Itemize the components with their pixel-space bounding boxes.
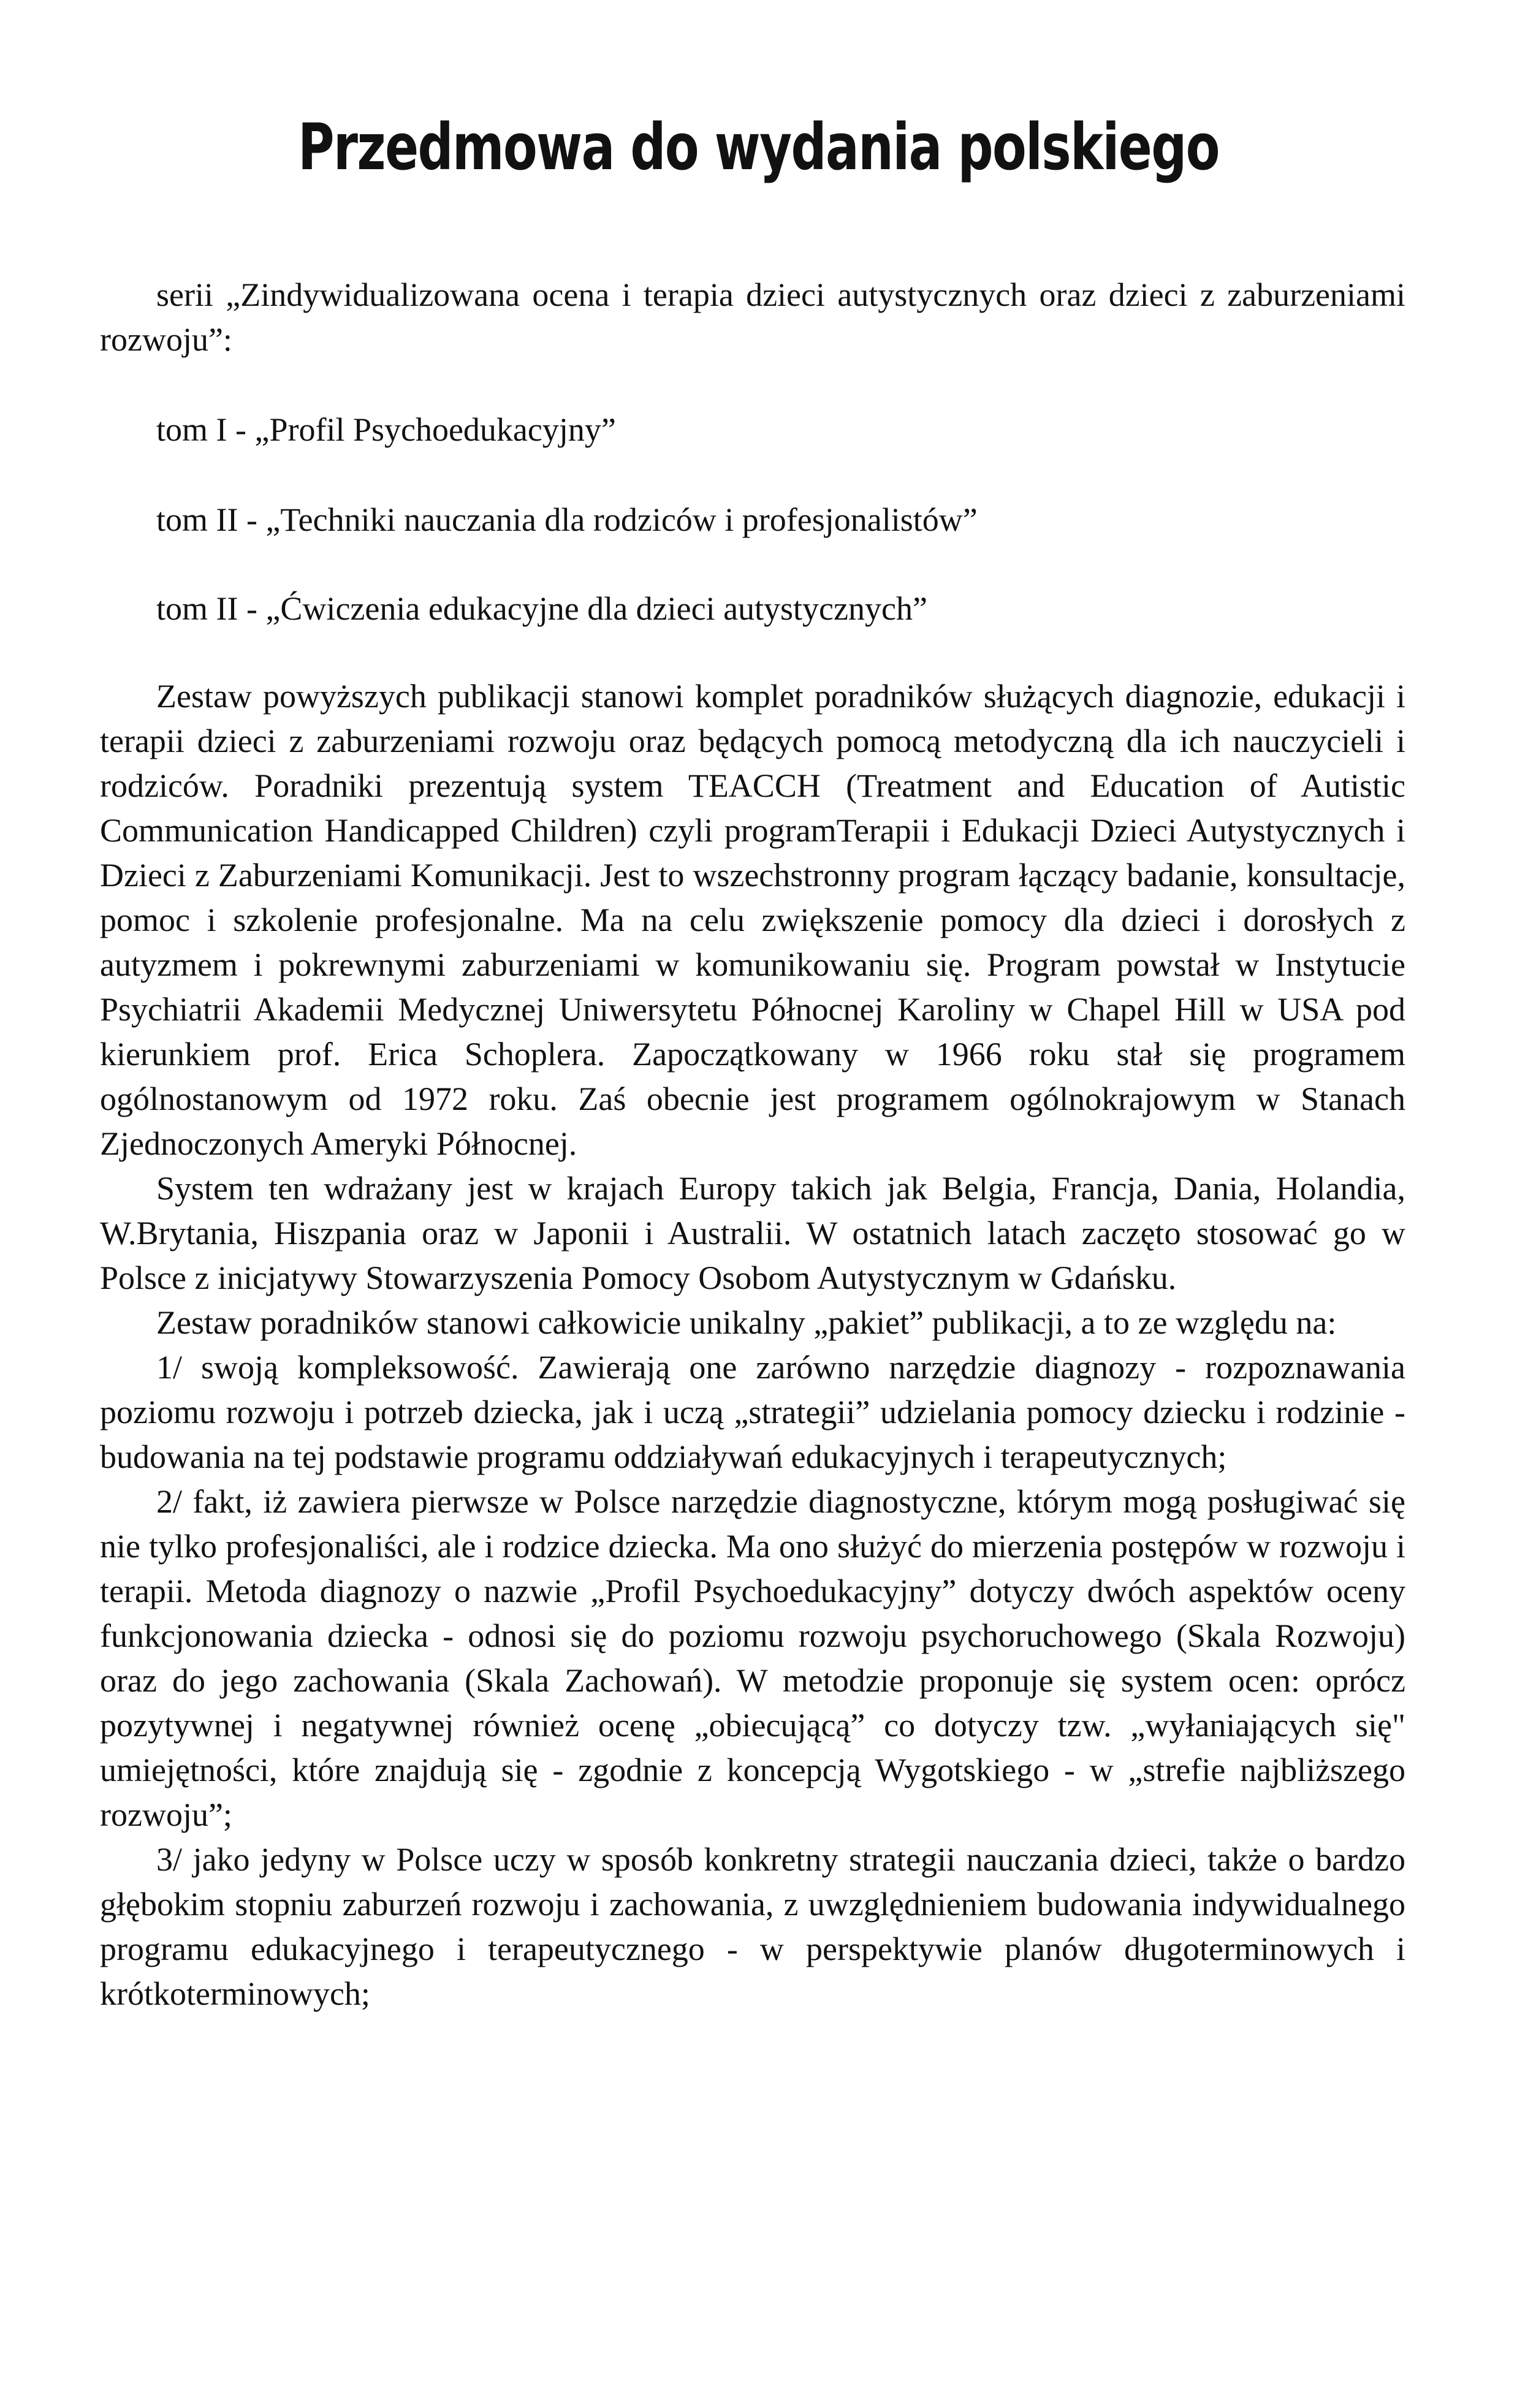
- paragraph: 3/ jako jedyny w Polsce uczy w sposób konkretny strategii nauczania dzieci, także o bardzo głębokim stopniu zaburzeń rozwoju i zachowania, z uwzględnieniem budowania indywidualnego programu edukacyjnego i terapeutycznego - w perspektywie planów długoterminowych i krótkoterminowych;: [100, 1841, 1405, 2012]
- paragraph: Zestaw poradników stanowi całkowicie unikalny „pakiet” publikacji, a to ze względu na:: [156, 1304, 1337, 1341]
- volume-item: tom II - „Techniki nauczania dla rodziców i profesjonalistów”: [156, 501, 978, 538]
- series-intro: [100, 273, 1405, 362]
- page-title: Przedmowa do wydania polskiego: [298, 110, 1219, 184]
- paragraph: Zestaw powyższych publikacji stanowi komplet poradników służących diagnozie, edukacji i terapii dzieci z zaburzeniami rozwoju oraz będących pomocą metodyczną dla ich nauczycieli i rodziców. Poradniki prezentują system TEACCH (Treatment and Education of Autistic Communication Handicapped Children) czyli programTerapii i Edukacji Dzieci Autystycznych i Dzieci z Zaburzeniami Komunikacji. Jest to wszechstronny program łączący badanie, konsultacje, pomoc i szkolenie profesjonalne. Ma na celu zwiększenie pomocy dla dzieci i dorosłych z autyzmem i pokrewnymi zaburzeniami w komunikowaniu się. Program powstał w Instytucie Psychiatrii Akademii Medycznej Uniwersytetu Północnej Karoliny w Chapel Hill w USA pod kierunkiem prof. Erica Schoplera. Zapoczątkowany w 1966 roku stał się programem ogólnostanowym od 1972 roku. Zaś obecnie jest programem ogólnokrajowym w Stanach Zjednoczonych Ameryki Północnej.: [100, 678, 1405, 1162]
- paragraph: System ten wdrażany jest w krajach Europy takich jak Belgia, Francja, Dania, Holandia, W.Brytania, Hiszpania oraz w Japonii i Australii. W ostatnich latach zaczęto stosować go w Polsce z inicjatywy Stowarzyszenia Pomocy Osobom Autystycznym w Gdańsku.: [100, 1170, 1405, 1296]
- series-intro-text: serii „Zindywidualizowana ocena i terapia dzieci autystycznych oraz dzieci z zaburzeniami rozwoju”:: [100, 276, 1405, 358]
- paragraph: 2/ fakt, iż zawiera pierwsze w Polsce narzędzie diagnostyczne, którym mogą posługiwać się nie tylko profesjonaliści, ale i rodzice dziecka. Ma ono służyć do mierzenia postępów w rozwoju i terapii. Metoda diagnozy o nazwie „Profil Psychoedukacyjny” dotyczy dwóch aspektów oceny funkcjonowania dziecka - odnosi się do poziomu rozwoju psychoruchowego (Skala Rozwoju) oraz do jego zachowania (Skala Zachowań). W metodzie proponuje się system ocen: oprócz pozytywnej i negatywnej również ocenę „obiecującą” co dotyczy tzw. „wyłaniających się" umiejętności, które znajdują się - zgodnie z koncepcją Wygotskiego - w „strefie najbliższego rozwoju”;: [100, 1483, 1405, 1833]
- paragraph: 1/ swoją kompleksowość. Zawierają one zarówno narzędzie diagnozy - rozpoznawania poziomu rozwoju i potrzeb dziecka, jak i uczą „strategii” udzielania pomocy dziecku i rodzinie - budowania na tej podstawie programu oddziaływań edukacyjnych i terapeutycznych;: [100, 1349, 1405, 1475]
- volume-item: tom I - „Profil Psychoedukacyjny”: [156, 411, 616, 448]
- main-text: [100, 674, 1405, 2016]
- volume-item: tom II - „Ćwiczenia edukacyjne dla dzieci autystycznych”: [156, 590, 927, 627]
